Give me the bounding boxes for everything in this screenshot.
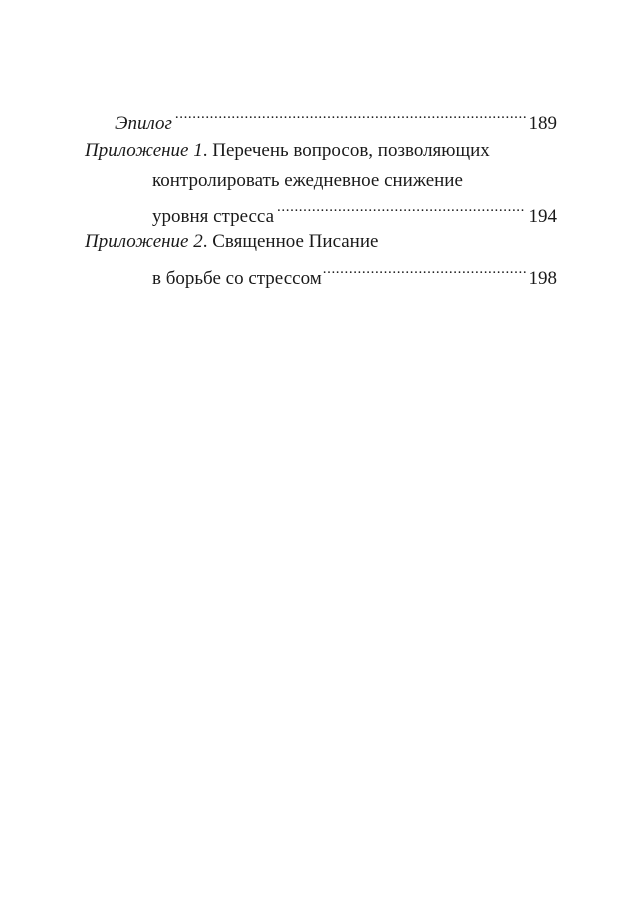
dot-leader <box>175 107 526 129</box>
toc-entry-appendix-1-line-3[interactable] <box>152 200 557 228</box>
toc-entry-appendix-1-line-2 <box>152 170 463 192</box>
dot-leader <box>277 200 525 222</box>
toc-entry-title: Приложение 1 <box>85 140 203 161</box>
toc-entry-subtitle-continued: в борьбе со стрессом <box>152 268 322 289</box>
toc-entry-appendix-1-line-1[interactable] <box>85 140 490 162</box>
toc-entry-appendix-2-line-2[interactable] <box>152 262 557 290</box>
toc-entry-subtitle-continued: уровня стресса <box>152 206 275 227</box>
toc-entry-title: Эпилог <box>115 113 172 134</box>
toc-entry-epilogue[interactable] <box>115 107 557 135</box>
toc-entry-subtitle-continued: контролировать ежедневное снижение <box>152 170 463 191</box>
toc-page-number: 198 <box>528 268 557 289</box>
toc-page-number: 189 <box>528 113 557 134</box>
dot-leader <box>323 262 526 284</box>
toc-entry-subtitle: . Священное Писание <box>202 231 379 252</box>
toc-page-number: 194 <box>528 206 557 227</box>
toc-entry-subtitle: . Перечень вопросов, позволяющих <box>202 140 490 161</box>
toc-entry-appendix-2-line-1[interactable] <box>85 231 378 253</box>
toc-entry-title: Приложение 2 <box>85 231 203 252</box>
